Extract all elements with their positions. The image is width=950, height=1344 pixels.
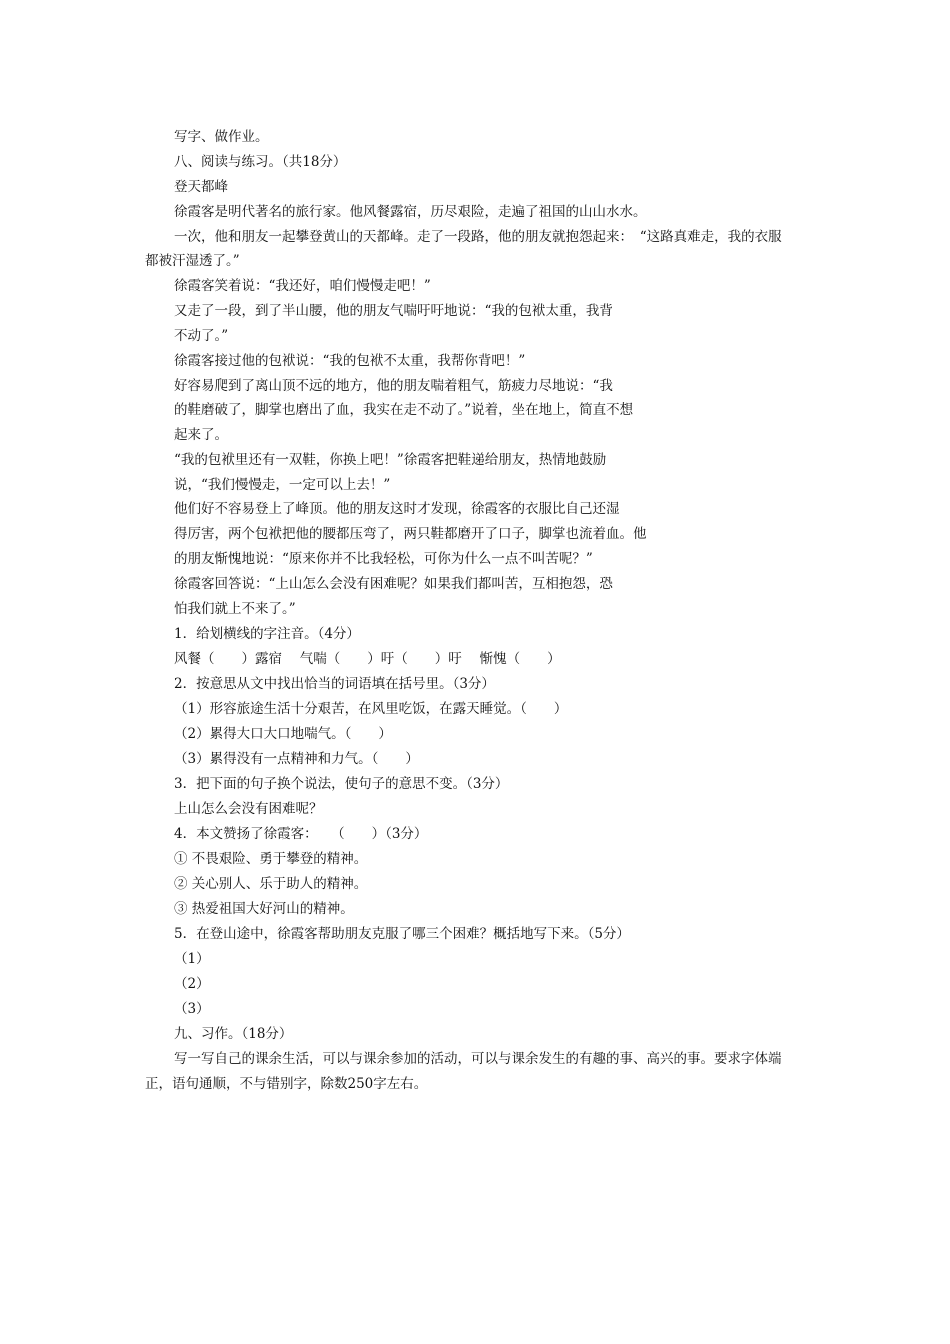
story-paragraph: 徐霞客是明代著名的旅行家。他风餐露宿，历尽艰险，走遍了祖国的山山水水。 — [174, 204, 647, 220]
previous-answer-tail: 写字、做作业。 — [174, 129, 269, 145]
question-2-item: （2）累得大口大口地喘气。（ ） — [174, 726, 392, 742]
question-5-answer-slot: （1） — [174, 951, 210, 967]
question-3: 3．把下面的句子换个说法，使句子的意思不变。（3分） — [174, 776, 509, 792]
story-paragraph-continuation: 得厉害，两个包袱把他的腰都压弯了，两只鞋都磨开了口子，脚掌也流着血。他 — [174, 526, 647, 542]
story-paragraph: 一次，他和朋友一起攀登黄山的天都峰。走了一段路，他的朋友就抱怨起来： “这路真难走，我的衣服 — [174, 229, 782, 245]
story-paragraph: 徐霞客回答说：“上山怎么会没有困难呢？如果我们都叫苦，互相抱怨，恐 — [174, 576, 613, 592]
story-paragraph: 他们好不容易登上了峰顶。他的朋友这时才发现，徐霞客的衣服比自己还湿 — [174, 501, 620, 517]
story-paragraph: “我的包袱里还有一双鞋，你换上吧！”徐霞客把鞋递给朋友，热情地鼓励 — [174, 452, 607, 468]
question-4-option: ① 不畏艰险、勇于攀登的精神。 — [174, 851, 368, 867]
question-2-item: （3）累得没有一点精神和力气。（ ） — [174, 751, 419, 767]
question-5: 5．在登山途中，徐霞客帮助朋友克服了哪三个困难？概括地写下来。（5分） — [174, 926, 630, 942]
composition-task: 写一写自己的课余生活，可以与课余参加的活动，可以与课余发生的有趣的事、高兴的事。要求字体端 — [174, 1051, 782, 1067]
question-5-answer-slot: （2） — [174, 976, 210, 992]
story-paragraph-continuation: 的鞋磨破了，脚掌也磨出了血，我实在走不动了。”说着，坐在地上，简直不想 — [174, 402, 634, 418]
story-paragraph: 好容易爬到了离山顶不远的地方，他的朋友喘着粗气，筋疲力尽地说：“我 — [174, 378, 613, 394]
story-paragraph-continuation: 起来了。 — [174, 427, 228, 443]
story-paragraph: 徐霞客接过他的包袱说：“我的包袱不太重，我帮你背吧！” — [174, 353, 526, 369]
question-4: 4．本文赞扬了徐霞客： （ ）（3分） — [174, 826, 428, 842]
question-2-item: （1）形容旅途生活十分艰苦，在风里吃饭，在露天睡觉。（ ） — [174, 701, 568, 717]
question-1: 1．给划横线的字注音。（4分） — [174, 626, 360, 642]
story-paragraph-continuation: 不动了。” — [174, 328, 229, 344]
section-9-heading: 九、习作。（18分） — [174, 1026, 293, 1042]
story-paragraph: 又走了一段，到了半山腰，他的朋友气喘吁吁地说：“我的包袱太重，我背 — [174, 303, 613, 319]
question-5-answer-slot: （3） — [174, 1001, 210, 1017]
question-2: 2．按意思从文中找出恰当的词语填在括号里。（3分） — [174, 676, 495, 692]
question-4-option: ③ 热爱祖国大好河山的精神。 — [174, 901, 354, 917]
question-3-sentence: 上山怎么会没有困难呢？ — [174, 801, 323, 817]
question-4-option: ② 关心别人、乐于助人的精神。 — [174, 876, 368, 892]
story-paragraph-continuation: 都被汗湿透了。” — [145, 253, 240, 269]
story-title: 登天都峰 — [174, 179, 228, 195]
story-paragraph-continuation: 的朋友惭愧地说：“原来你并不比我轻松，可你为什么一点不叫苦呢？” — [174, 551, 593, 567]
story-paragraph-continuation: 说，“我们慢慢走，一定可以上去！” — [174, 477, 391, 493]
composition-task-continuation: 正，语句通顺，不与错别字，除数250字左右。 — [145, 1076, 428, 1092]
story-paragraph-continuation: 怕我们就上不来了。” — [174, 601, 296, 617]
section-8-heading: 八、阅读与练习。（共18分） — [174, 154, 347, 170]
question-1-items: 风餐（ ）露宿 气喘（ ）吁（ ）吁 惭愧（ ） — [174, 651, 561, 667]
story-paragraph: 徐霞客笑着说：“我还好，咱们慢慢走吧！” — [174, 278, 431, 294]
